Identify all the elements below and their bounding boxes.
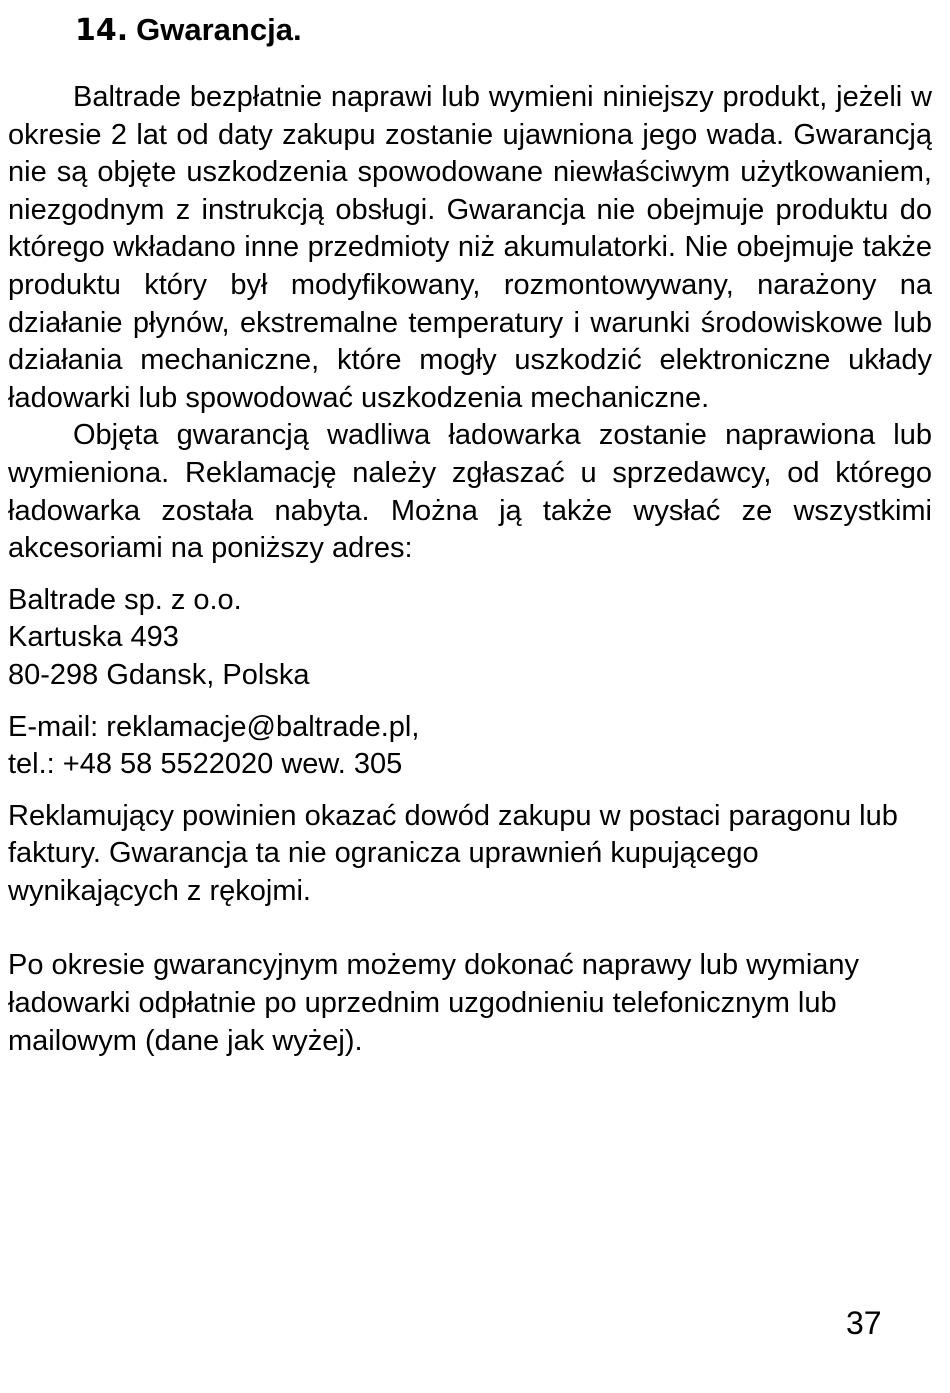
- contact-details: [8, 709, 932, 784]
- warranty-paragraph-claims: Objęta gwarancją wadliwa ładowarka zostanie naprawiona lub wymieniona. Reklamację należy zgłaszać u sprzedawcy, od którego ładowarka została nabyta. Można ją także wysłać ze wszystkimi akcesoriami na poniższy adres:: [8, 419, 932, 565]
- post-warranty-note: Po okresie gwarancyjnym możemy dokonać naprawy lub wymiany ładowarki odpłatnie po uprzednim uzgodnieniu telefonicznym lub mailowym (dane jak wyżej).: [8, 949, 860, 1057]
- contact-phone: tel.: +48 58 5522020 wew. 305: [8, 748, 403, 781]
- postal-address: [8, 582, 932, 695]
- section-heading: [75, 10, 302, 51]
- section-number: 14.: [75, 13, 129, 48]
- address-company: Baltrade sp. z o.o.: [8, 583, 242, 616]
- warranty-paragraph-scope: Baltrade bezpłatnie naprawi lub wymieni niniejszy produkt, jeżeli w okresie 2 lat od daty zakupu zostanie ujawniona jego wada. Gwarancją nie są objęte uszkodzenia spowodowane niewłaściwym użytkowaniem, niezgodnym z instrukcją obsługi. Gwarancja nie obejmuje produktu do którego wkładano inne przedmioty niż akumulatorki. Nie obejmuje także produktu który był modyfikowany, rozmontowywany, narażony na działanie płynów, ekstremalne temperatury i warunki środowiskowe lub działania mechaniczne, które mogły uszkodzić elektroniczne układy ładowarki lub spowodować uszkodzenia mechaniczne.: [8, 81, 932, 414]
- warranty-body: [8, 79, 932, 1060]
- address-street: Kartuska 493: [8, 621, 179, 654]
- page-number: 37: [846, 1305, 882, 1341]
- proof-of-purchase-note: Reklamujący powinien okazać dowód zakupu w postaci paragonu lub faktury. Gwarancja ta nie ogranicza uprawnień kupującego wynikających z rękojmi.: [8, 799, 898, 907]
- contact-email: E-mail: reklamacje@baltrade.pl,: [8, 710, 420, 743]
- address-city: 80-298 Gdansk, Polska: [8, 658, 310, 691]
- section-title: Gwarancja.: [136, 12, 302, 47]
